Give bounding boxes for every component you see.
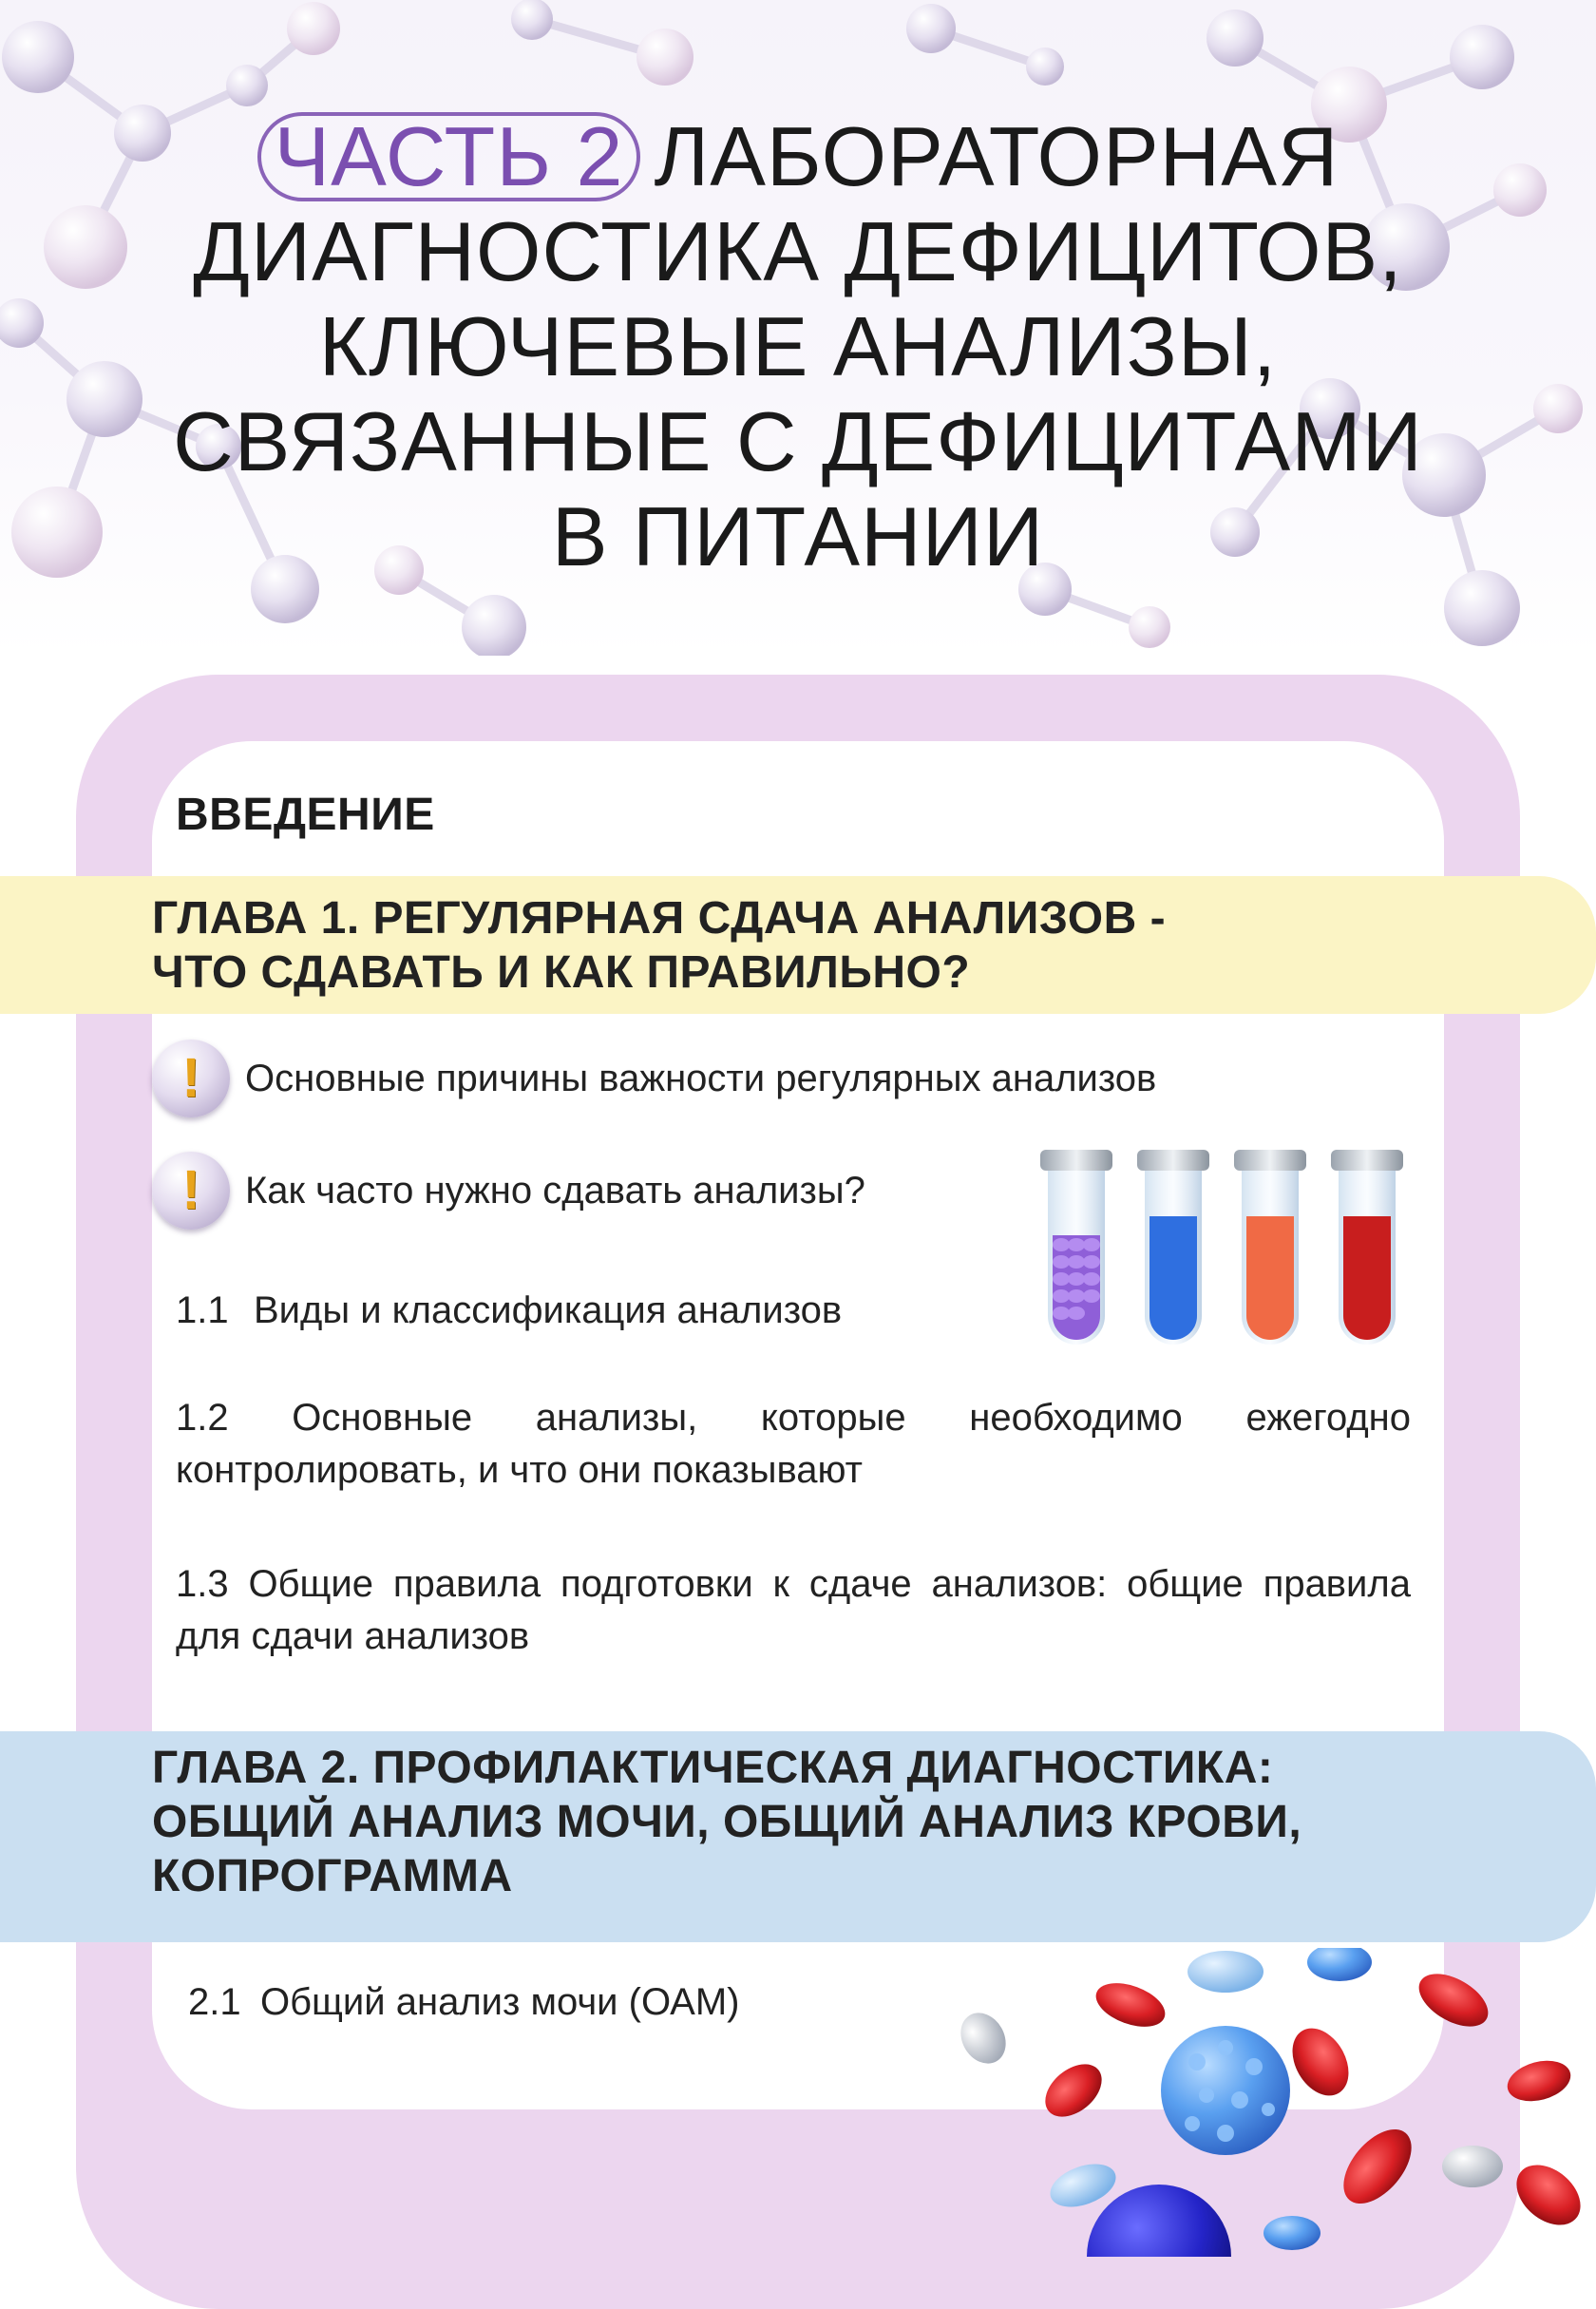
section-number: 1.3 bbox=[176, 1563, 229, 1605]
toc-section-1-2[interactable] bbox=[176, 1392, 1411, 1497]
part-badge: ЧАСТЬ 2 bbox=[257, 112, 641, 201]
title-line-4: СВЯЗАННЫЕ С ДЕФИЦИТАМИ bbox=[173, 394, 1423, 488]
test-tubes-illustration bbox=[1031, 1150, 1430, 1349]
test-tube bbox=[1234, 1150, 1306, 1345]
chapter-1-line-1: ГЛАВА 1. РЕГУЛЯРНАЯ СДАЧА АНАЛИЗОВ - bbox=[152, 893, 1167, 944]
test-tube bbox=[1137, 1150, 1209, 1345]
title-line-1-text: ЛАБОРАТОРНАЯ bbox=[654, 109, 1340, 203]
section-text: Общие правила подготовки к сдаче анализов: общие правила для сдачи анализов bbox=[176, 1563, 1411, 1657]
test-tube bbox=[1331, 1150, 1403, 1345]
toc-bullet-text: Как часто нужно сдавать анализы? bbox=[245, 1169, 865, 1212]
section-number: 2.1 bbox=[188, 1981, 241, 2023]
toc-bullet-item[interactable] bbox=[152, 1040, 1156, 1116]
title-line-2: ДИАГНОСТИКА ДЕФИЦИТОВ, bbox=[193, 204, 1403, 298]
chapter-2-line-3: КОПРОГРАММА bbox=[152, 1851, 513, 1901]
section-text: Основные анализы, которые необходимо ежегодно контролировать, и что они показывают bbox=[176, 1397, 1411, 1491]
toc-section-1-3[interactable] bbox=[176, 1558, 1411, 1663]
toc-introduction[interactable]: ВВЕДЕНИЕ bbox=[176, 790, 435, 840]
blood-cells-illustration bbox=[940, 1948, 1596, 2257]
exclamation-icon: ! bbox=[152, 1152, 230, 1230]
chapter-2-line-1: ГЛАВА 2. ПРОФИЛАКТИЧЕСКАЯ ДИАГНОСТИКА: bbox=[152, 1743, 1274, 1793]
exclamation-icon: ! bbox=[152, 1040, 230, 1117]
chapter-1-line-2: ЧТО СДАВАТЬ И КАК ПРАВИЛЬНО? bbox=[152, 947, 971, 998]
section-text: Виды и классификация анализов bbox=[254, 1289, 843, 1331]
chapter-1-heading[interactable] bbox=[152, 891, 1166, 1000]
toc-bullet-item[interactable] bbox=[152, 1153, 865, 1229]
section-number: 1.1 bbox=[176, 1289, 229, 1331]
toc-bullet-text: Основные причины важности регулярных анализов bbox=[245, 1057, 1157, 1099]
section-number: 1.2 bbox=[176, 1397, 229, 1439]
section-text: Общий анализ мочи (ОАМ) bbox=[260, 1981, 740, 2023]
chapter-2-heading[interactable] bbox=[152, 1741, 1302, 1903]
title-line-5: В ПИТАНИИ bbox=[551, 489, 1045, 583]
page-title bbox=[0, 109, 1596, 584]
title-line-1 bbox=[0, 109, 1596, 204]
chapter-2-line-2: ОБЩИЙ АНАЛИЗ МОЧИ, ОБЩИЙ АНАЛИЗ КРОВИ, bbox=[152, 1797, 1302, 1847]
title-line-3: КЛЮЧЕВЫЕ АНАЛИЗЫ, bbox=[318, 299, 1278, 393]
test-tube bbox=[1040, 1150, 1112, 1345]
header-banner bbox=[0, 0, 1596, 656]
